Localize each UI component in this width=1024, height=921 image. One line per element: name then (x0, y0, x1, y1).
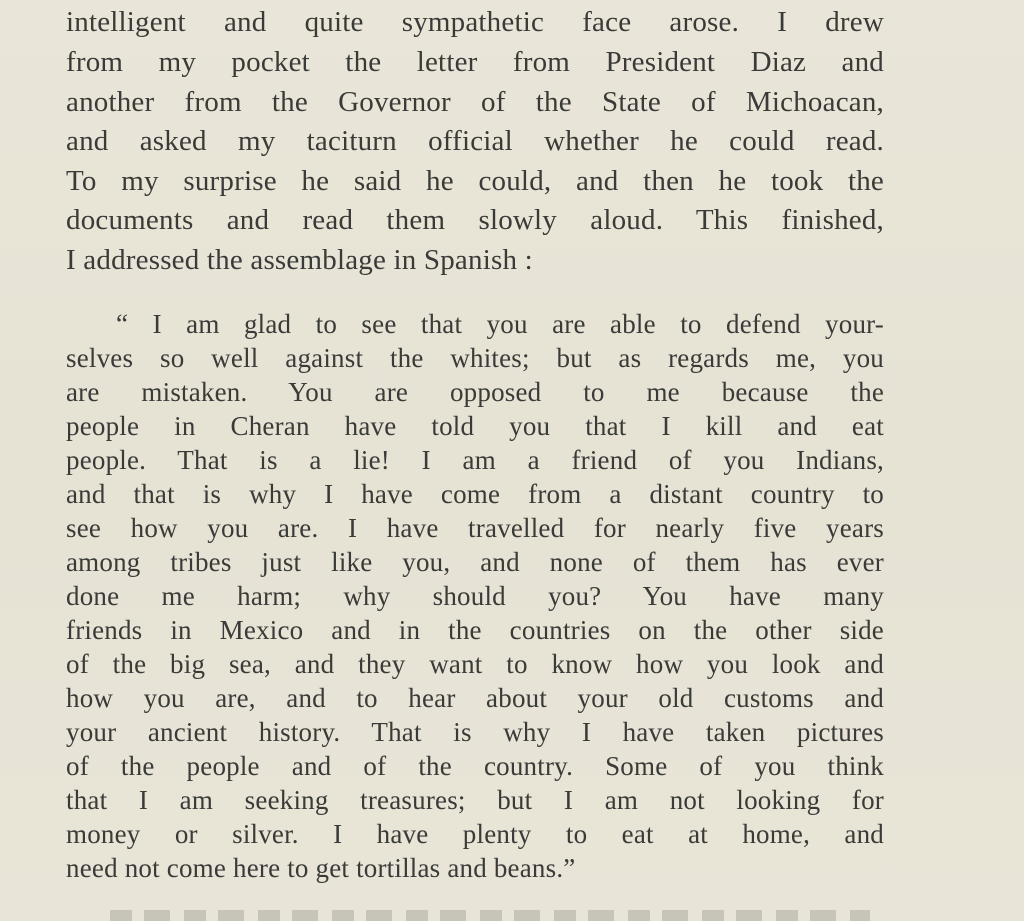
text-line: intelligent and quite sympathetic face arose. I drew (66, 6, 884, 38)
text-line: people. That is a lie! I am a friend of you Indians, (66, 445, 884, 475)
text-line: need not come here to get tortillas and beans.” (66, 853, 576, 883)
text-line: your ancient history. That is why I have taken pictures (66, 717, 884, 747)
cropped-next-line (110, 904, 870, 921)
text-line: and asked my taciturn official whether he could read. (66, 125, 884, 157)
text-line: I addressed the assemblage in Spanish : (66, 244, 533, 276)
text-line: of the big sea, and they want to know how you look and (66, 649, 884, 679)
text-line: “ I am glad to see that you are able to defend your- (116, 309, 884, 339)
text-line: money or silver. I have plenty to eat at home, and (66, 819, 884, 849)
text-line: that I am seeking treasures; but I am not looking for (66, 785, 884, 815)
text-line: see how you are. I have travelled for nearly five years (66, 513, 884, 543)
text-line: from my pocket the letter from President Diaz and (66, 46, 884, 78)
text-line: To my surprise he said he could, and then he took the (66, 165, 884, 197)
text-line: of the people and of the country. Some of you think (66, 751, 884, 781)
text-line: selves so well against the whites; but as regards me, you (66, 343, 884, 373)
text-line: among tribes just like you, and none of them has ever (66, 547, 884, 577)
text-line: friends in Mexico and in the countries on the other side (66, 615, 884, 645)
text-line: how you are, and to hear about your old customs and (66, 683, 884, 713)
text-line: documents and read them slowly aloud. This finished, (66, 204, 884, 236)
text-line: people in Cheran have told you that I kill and eat (66, 411, 884, 441)
text-line: are mistaken. You are opposed to me because the (66, 377, 884, 407)
text-line: another from the Governor of the State of Michoacan, (66, 86, 884, 118)
text-line: done me harm; why should you? You have many (66, 581, 884, 611)
text-line: and that is why I have come from a distant country to (66, 479, 884, 509)
